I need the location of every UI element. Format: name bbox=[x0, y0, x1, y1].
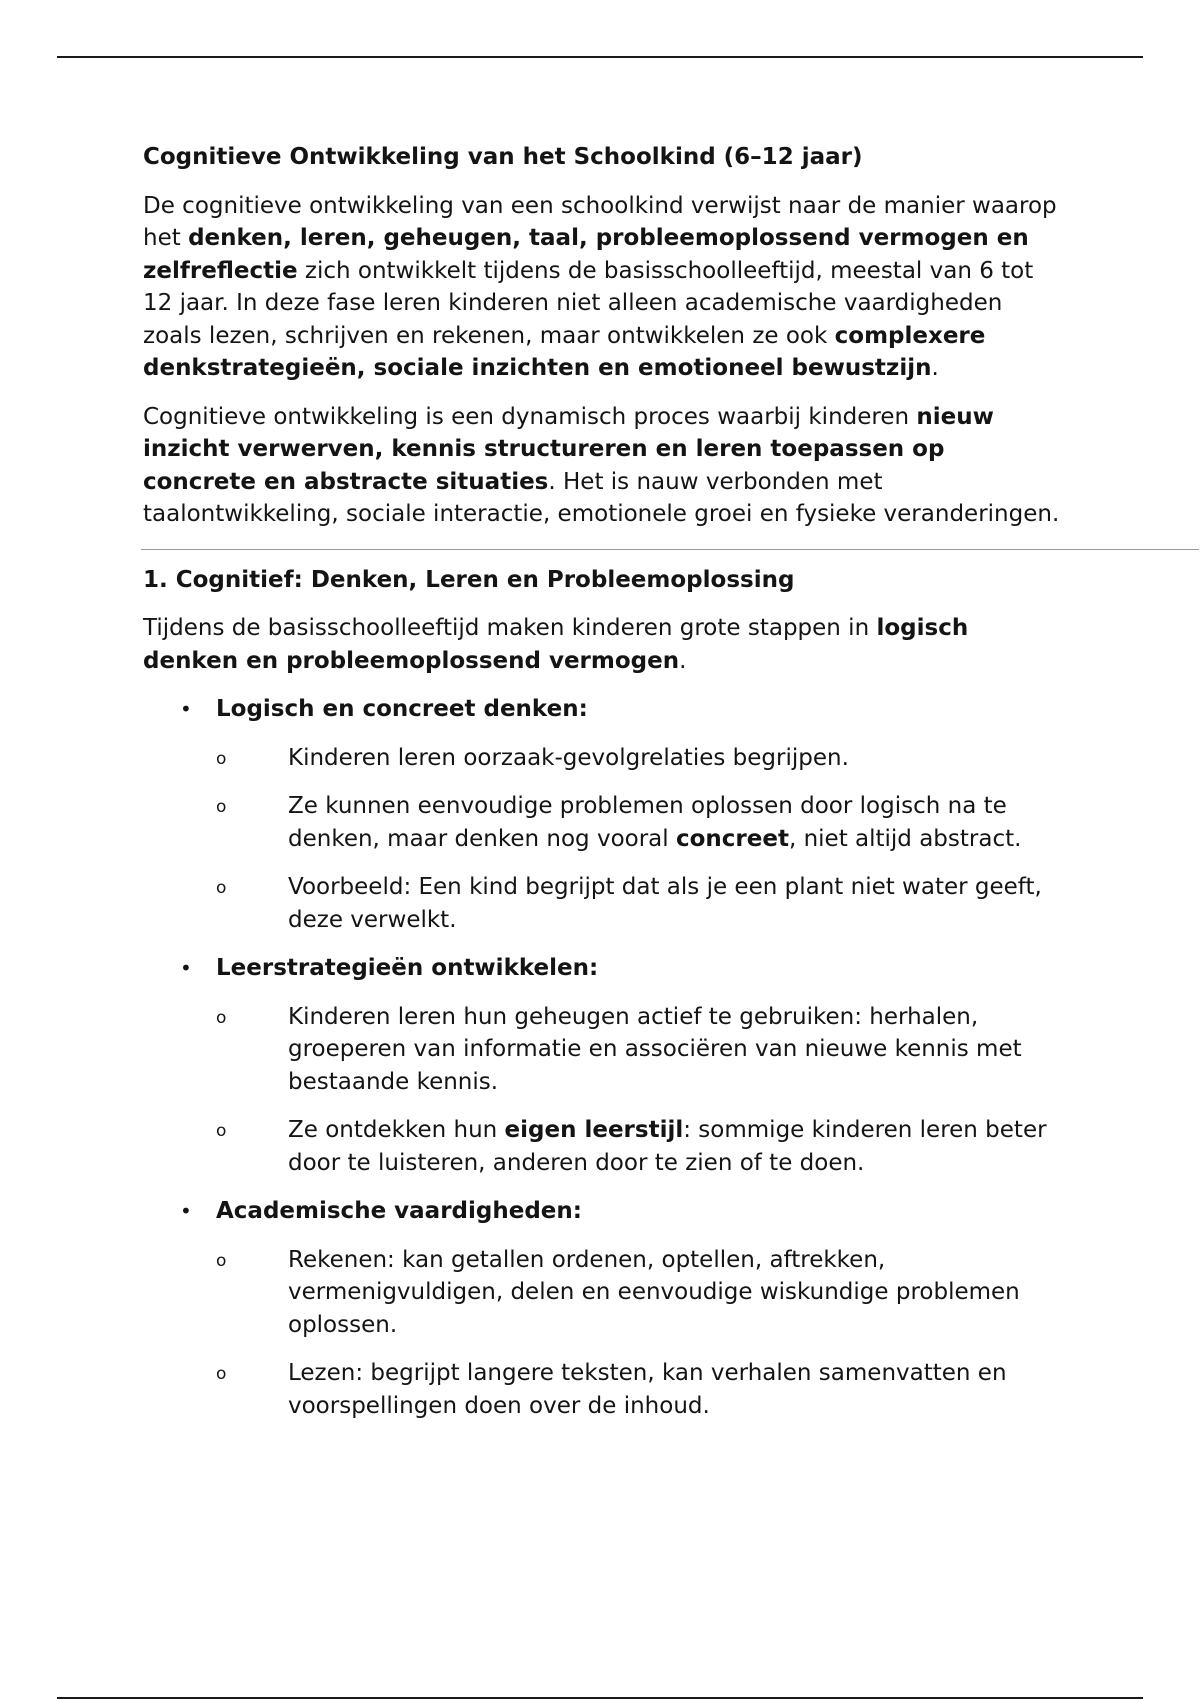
sub-list bbox=[216, 1244, 1063, 1423]
sub-item-bold: concreet bbox=[675, 825, 789, 852]
intro-1-bold-a: denken, leren, geheugen, taal, probleemoplossend vermogen en zelfreflectie bbox=[143, 225, 1029, 284]
sub-item-text: Ze ontdekken hun bbox=[288, 1117, 505, 1143]
sub-list-item bbox=[216, 871, 1048, 936]
sub-item-bold: eigen leerstijl bbox=[504, 1117, 684, 1143]
bullet-list bbox=[143, 693, 1063, 1422]
section-1-heading: 1. Cognitief: Denken, Leren en Probleemoplossing bbox=[143, 566, 795, 593]
sub-list-item bbox=[216, 1001, 1048, 1099]
section-1-intro-bold: logisch denken en probleemoplossend vermogen bbox=[143, 615, 969, 674]
circle-bullet-icon: o bbox=[216, 748, 227, 769]
bullet-icon: • bbox=[180, 697, 192, 721]
circle-bullet-icon: o bbox=[216, 1250, 227, 1271]
page-footer-rule bbox=[57, 1697, 1143, 1699]
sub-item-text: Kinderen leren hun geheugen actief te gebruiken: herhalen, groeperen van informatie en associëren van nieuwe kennis met bestaande kennis. bbox=[288, 1003, 1022, 1095]
intro-1-bold-b: complexere denkstrategieën, sociale inzichten en emotioneel bewustzijn bbox=[143, 322, 986, 381]
circle-bullet-icon: o bbox=[216, 1364, 227, 1384]
sub-list-item bbox=[216, 790, 1048, 855]
sub-item-text: , niet altijd abstract. bbox=[788, 825, 1022, 852]
bullet-label: Academische vaardigheden: bbox=[216, 1198, 582, 1224]
section-1-intro bbox=[143, 612, 1063, 677]
list-item bbox=[143, 1195, 1063, 1422]
circle-bullet-icon: o bbox=[216, 878, 227, 898]
circle-bullet-icon: o bbox=[216, 797, 227, 817]
sub-list bbox=[216, 1001, 1063, 1180]
intro-1-text-b: zich ontwikkelt tijdens de basisschoolleeftijd, meestal van 6 tot 12 jaar. In deze fase leren kinderen niet alleen academische vaardigheden zoals lezen, schrijven en rekenen, maar ontwikkelen ze ook bbox=[143, 257, 1034, 349]
intro-paragraph-2 bbox=[143, 401, 1063, 531]
sub-item-text: Kinderen leren oorzaak-gevolgrelaties begrijpen. bbox=[288, 744, 849, 771]
circle-bullet-icon: o bbox=[216, 1121, 227, 1141]
section-divider bbox=[141, 549, 1199, 550]
sub-list-item bbox=[216, 1114, 1048, 1179]
bullet-label: Leerstrategieën ontwikkelen: bbox=[216, 955, 599, 981]
sub-list bbox=[216, 742, 1063, 937]
sub-item-text: Voorbeeld: Een kind begrijpt dat als je een plant niet water geeft, deze verwelkt. bbox=[288, 874, 1042, 933]
sub-item-text: Rekenen: kan getallen ordenen, optellen, aftrekken, vermenigvuldigen, delen en eenvoudige wiskundige problemen oplossen. bbox=[288, 1246, 1020, 1338]
sub-item-text: Lezen: begrijpt langere teksten, kan verhalen samenvatten en voorspellingen doen over de inhoud. bbox=[288, 1360, 1007, 1419]
section-1-intro-text-b: . bbox=[679, 647, 687, 674]
intro-2-text-b: . Het is nauw verbonden met taalontwikkeling, sociale interactie, emotionele groei en fysieke veranderingen. bbox=[143, 468, 1060, 527]
intro-2-text-a: Cognitieve ontwikkeling is een dynamisch proces waarbij kinderen bbox=[143, 403, 917, 430]
intro-1-text-a: De cognitieve ontwikkeling van een schoolkind verwijst naar de manier waarop het bbox=[143, 192, 1057, 251]
bullet-icon: • bbox=[180, 1199, 192, 1223]
sub-item-text: : sommige kinderen leren beter door te luisteren, anderen door te zien of te doen. bbox=[288, 1117, 1047, 1176]
document-title: Cognitieve Ontwikkeling van het Schoolkind (6–12 jaar) bbox=[143, 144, 863, 170]
sub-list-item bbox=[216, 1357, 1048, 1422]
intro-1-text-c: . bbox=[931, 355, 939, 381]
sub-list-item bbox=[216, 742, 1048, 775]
bullet-icon: • bbox=[180, 956, 192, 980]
sub-list-item bbox=[216, 1244, 1048, 1342]
list-item bbox=[143, 693, 1063, 936]
section-1-intro-text-a: Tijdens de basisschoolleeftijd maken kinderen grote stappen in bbox=[143, 615, 877, 641]
document-body bbox=[143, 141, 1063, 1438]
circle-bullet-icon: o bbox=[216, 1007, 227, 1028]
intro-2-bold-a: nieuw inzicht verwerven, kennis structureren en leren toepassen op concrete en abstracte situaties bbox=[143, 403, 994, 495]
bullet-label: Logisch en concreet denken: bbox=[216, 696, 588, 722]
list-item bbox=[143, 952, 1063, 1179]
page-header-rule bbox=[57, 56, 1143, 58]
sub-item-text: Ze kunnen eenvoudige problemen oplossen door logisch na te denken, maar denken nog vooral bbox=[288, 793, 1007, 852]
intro-paragraph-1 bbox=[143, 190, 1063, 385]
